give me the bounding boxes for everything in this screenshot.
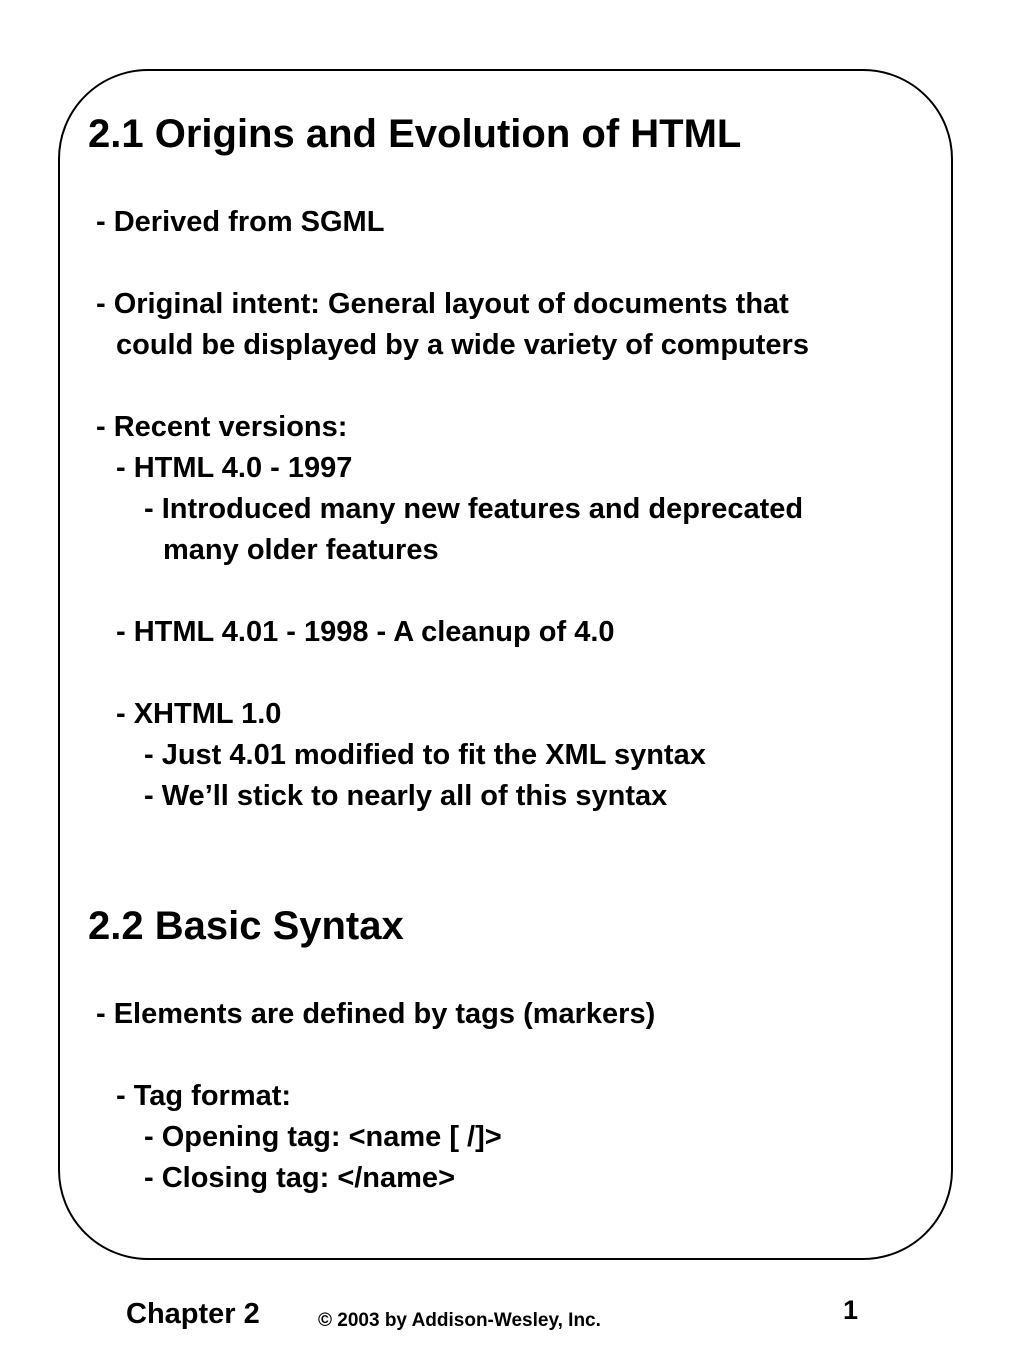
section-1-heading: 2.1 Origins and Evolution of HTML — [88, 112, 742, 156]
bullet-elements-defined: - Elements are defined by tags (markers) — [96, 998, 656, 1030]
bullet-recent-versions: - Recent versions: — [96, 411, 348, 443]
sub-sub-bullet-just-4-01: - Just 4.01 modified to fit the XML syntax — [144, 739, 706, 771]
sub-bullet-html-4-0: - HTML 4.0 - 1997 — [116, 452, 353, 484]
page-number: 1 — [843, 1295, 859, 1325]
sub-bullet-tag-format: - Tag format: — [116, 1080, 292, 1112]
sub-sub-bullet-stick-to-syntax: - We’ll stick to nearly all of this syntax — [144, 780, 668, 812]
sub-sub-bullet-introduced: - Introduced many new features and deprecated — [144, 493, 804, 525]
bullet-original-intent-cont: could be displayed by a wide variety of computers — [116, 329, 809, 361]
footer-chapter: Chapter 2 — [126, 1298, 260, 1330]
sub-sub-bullet-introduced-cont: many older features — [163, 534, 439, 566]
bullet-derived-from-sgml: - Derived from SGML — [96, 206, 385, 238]
sub-bullet-html-4-01: - HTML 4.01 - 1998 - A cleanup of 4.0 — [116, 616, 615, 648]
sub-bullet-xhtml-1-0: - XHTML 1.0 — [116, 698, 282, 730]
section-2-heading: 2.2 Basic Syntax — [88, 904, 404, 948]
sub-sub-bullet-opening-tag: - Opening tag: <name [ /]> — [144, 1121, 502, 1153]
footer-copyright: © 2003 by Addison-Wesley, Inc. — [318, 1310, 601, 1331]
sub-sub-bullet-closing-tag: - Closing tag: </name> — [144, 1162, 455, 1194]
bullet-original-intent: - Original intent: General layout of documents that — [96, 288, 789, 320]
